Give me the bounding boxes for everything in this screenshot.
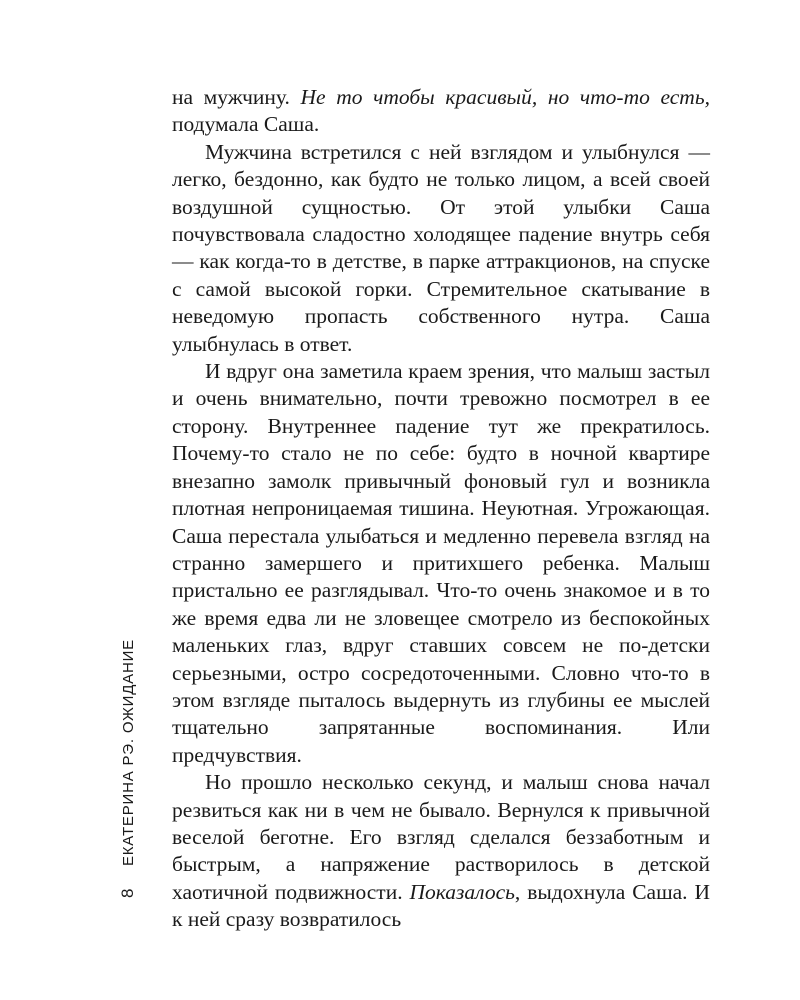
text-run: Мужчина встретился с ней взглядом и улыбнулся — легко, бездонно, как будто не только лицом, а всей своей воздушной сущностью. От этой улыбки Саша почувствовала сладостно холодящее падение внутрь себя — как когда-то в детстве, в парке аттракционов, на спуске с самой высокой горки. Стремительное скатывание в неведомую пропасть собственного нутра. Саша улыбнулась в ответ.	[172, 139, 710, 356]
paragraph-4	[172, 769, 710, 933]
italic-thought: Не то чтобы красивый, но что-то есть,	[300, 85, 710, 109]
text-run: Но прошло несколько секунд, и малыш снова начал резвиться как ни в чем не бывало. Вернулся к привычной веселой беготне. Его взгляд сделался беззаботным и быстрым, а напряжение растворилось в детской хаотичной подвижности.	[172, 770, 710, 904]
paragraph-1	[172, 84, 710, 139]
italic-thought: Показалось	[409, 879, 515, 904]
running-head	[118, 639, 138, 898]
paragraph-2	[172, 139, 710, 358]
page-number: 8	[118, 888, 137, 898]
text-run: на мужчину.	[172, 85, 301, 109]
paragraph-3	[172, 358, 710, 769]
running-header-title: ЕКАТЕРИНА РЭ. ОЖИДАНИЕ	[120, 639, 137, 867]
text-run: , выдохнула Саша. И к ней сразу возвратилось	[172, 879, 711, 932]
text-run: И вдруг она заметила краем зрения, что малыш застыл и очень внимательно, почти тревожно посмотрел в ее сторону. Внутреннее падение тут же прекратилось. Почему-то стало не по себе: будто в ночной квартире внезапно замолк привычный фоновый гул и возникла плотная непроницаемая тишина. Неуютная. Угрожающая. Саша перестала улыбаться и медленно перевела взгляд на странно замершего и притихшего ребенка. Малыш пристально ее разглядывал. Что-то очень знакомое и в то же время едва ли не зловещее смотрело из беспокойных маленьких глаз, вдруг ставших совсем не по-детски серьезными, остро сосредоточенными. Словно что-то в этом взгляде пыталось выдернуть из глубины ее мыслей тщательно запрятанные воспоминания. Или предчувствия.	[172, 359, 710, 767]
body-text	[172, 84, 710, 934]
text-run: подумала Саша.	[172, 112, 320, 137]
